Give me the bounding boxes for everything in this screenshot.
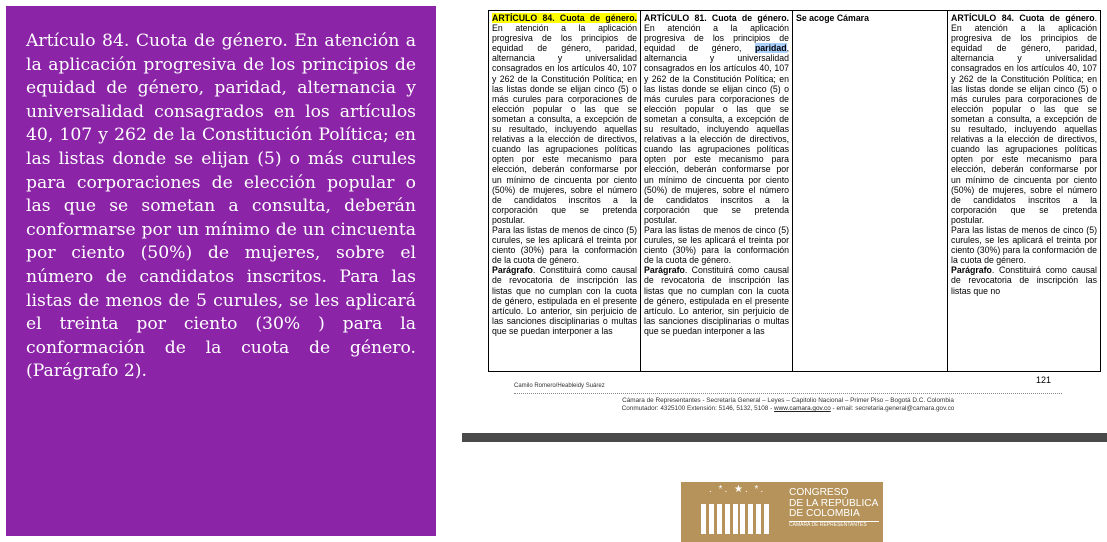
table-cell-col2 xyxy=(641,11,793,372)
footer-website-link[interactable]: www.camara.gov.co xyxy=(774,405,831,412)
capitol-emblem-icon xyxy=(681,482,785,542)
col1-body2: Para las listas de menos de cinco (5) curules, se les aplicará el treinta por ciento (30%) para la conformación de la cuota de género. xyxy=(492,224,637,266)
col1-body: En atención a la aplicación progresiva de los principios de equidad de género, paridad, alternancia y universalidad consagrados en los artículos 40, 107 y 262 de la Constitución Política; en las listas donde se elijan cinco (5) o más curules para corporaciones de elección popular o las que se sometan a consulta, a excepción de su resultado, incluyendo aquellas relativas a la elección de directivos, cuando las agrupaciones políticas opten por este mecanismo para elección, deberán conformarse por un mínimo de cincuenta por ciento (50%) de mujeres, sobre el número de candidatos inscritos a la corporación que se pretenda postular. xyxy=(492,23,637,225)
col1-paragraph-label: Parágrafo xyxy=(492,265,533,276)
table-cell-col1 xyxy=(489,11,641,372)
columns-icon xyxy=(701,504,769,534)
col2-body-b: , alternancia y universalidad consagrados en los artículos 40, 107 y 262 de la Constitución Política; en las listas donde se elijan cinco (5) o más curules para corporaciones de elección popular o las que se sometan a consulta, a excepción de su resultado, incluyendo aquellas relativas a la elección de directivos, cuando las agrupaciones políticas opten por este mecanismo para elección, deberán conformarse por un mínimo de cincuenta por ciento (50%) de mujeres, sobre el número de candidatos inscritos a la corporación que se pretenda postular. xyxy=(644,43,789,225)
footer-email: - email: secretaria.general@camara.gov.co xyxy=(830,405,955,412)
col4-paragraph-label: Parágrafo xyxy=(951,265,992,276)
comparison-table xyxy=(488,10,1101,372)
col4-paragraph-text: . Constituirá como causal de revocatoria de inscripción las listas que no xyxy=(951,265,1097,296)
col4-title: ARTÍCULO 84. Cuota de género xyxy=(951,13,1095,23)
footer-divider xyxy=(514,393,1062,394)
logo-line3: DE COLOMBIA xyxy=(789,508,860,520)
congress-logo xyxy=(681,470,886,542)
document-page xyxy=(488,10,1100,380)
table-cell-col3 xyxy=(793,11,948,372)
col4-body: . En atención a la aplicación progresiva de los principios de equidad de género, paridad, alternancia y universalidad consagrados en los artículos 40, 107 y 262 de la Constitución Política; en las listas donde se elijan cinco (5) o más curules para corporaciones de elección popular o las que se sometan a consulta, a excepción de su resultado, incluyendo aquellas relativas a la elección de directivos, cuando las agrupaciones políticas opten por este mecanismo para elección, deberán conformarse por un mínimo de cincuenta por ciento (50%) de mujeres, sobre el número de candidatos inscritos a la corporación que se pretenda postular. xyxy=(951,13,1097,225)
emblem-stars: . *. ★. *. xyxy=(709,484,766,495)
col2-title: ARTÍCULO 81. Cuota de género. xyxy=(644,13,789,23)
quote-text: Artículo 84. Cuota de género. En atención a la aplicación progresiva de los principios de equidad de género, paridad, alternancia y universalidad consagrados en los artículos 40, 107 y 262 de la Constitución Política; en las listas donde se elijan (5) o más curules para corporaciones de elección popular o las que se sometan a consulta, deberán conformarse por un mínimo de un cincuenta por ciento (50%) de mujeres, sobre el número de candidatos inscritos. Para las listas de menos de 5 curules, se les aplicará el treinta por ciento (30% ) para la conformación de la cuota de género. (Parágrafo 2). xyxy=(26,31,416,382)
col1-paragraph-text: . Constituirá como causal de revocatoria de inscripción las listas que no cumplan con la cuota de género, estipulada en el presente artículo. Lo anterior, sin perjuicio de las sanciones disciplinarias o multas que se puedan interponer a las xyxy=(492,265,637,336)
col2-paragraph-text: . Constituirá como causal de revocatoria de inscripción las listas que no cumplan con la cuota de género, estipulada en el presente artículo. Lo anterior, sin perjuicio de las sanciones disciplinarias o multas que se puedan interponer a las xyxy=(644,265,789,336)
quote-panel xyxy=(6,6,436,536)
col2-highlight: paridad xyxy=(754,43,787,54)
page-number: 121 xyxy=(1036,375,1052,385)
footer-address: Cámara de Representantes - Secretaría General – Leyes – Capitolio Nacional – Primer Piso – Bogotá D.C. Colombia xyxy=(622,397,954,404)
page-separator xyxy=(462,433,1107,442)
col2-body-a: En atención a la aplicación progresiva de los principios de equidad de género, xyxy=(644,23,789,54)
col3-text: Se acoge Cámara xyxy=(796,13,869,23)
logo-wordmark xyxy=(785,482,883,542)
footer-phone: Conmutador: 4325100 Extensión: 5146, 5132, 5108 - xyxy=(621,405,775,412)
logo-line1: CONGRESO xyxy=(789,487,849,498)
table-cell-col4 xyxy=(948,11,1101,372)
footer-contact xyxy=(514,405,1062,412)
col2-paragraph-label: Parágrafo xyxy=(644,265,685,276)
logo-line4: CÁMARA DE REPRESENTANTES xyxy=(789,521,879,528)
author-line: Camilo Romero/Heableidy Suárez xyxy=(514,383,605,389)
logo-line2: DE LA REPÚBLICA xyxy=(789,497,879,509)
col1-title: ARTÍCULO 84. Cuota de género. xyxy=(492,13,637,23)
col4-body2: Para las listas de menos de cinco (5) curules, se les aplicará el treinta por ciento (30%) para la conformación de la cuota de género. xyxy=(951,224,1097,266)
col2-body2: Para las listas de menos de cinco (5) curules, se les aplicará el treinta por ciento (30%) para la conformación de la cuota de género. xyxy=(644,224,789,266)
